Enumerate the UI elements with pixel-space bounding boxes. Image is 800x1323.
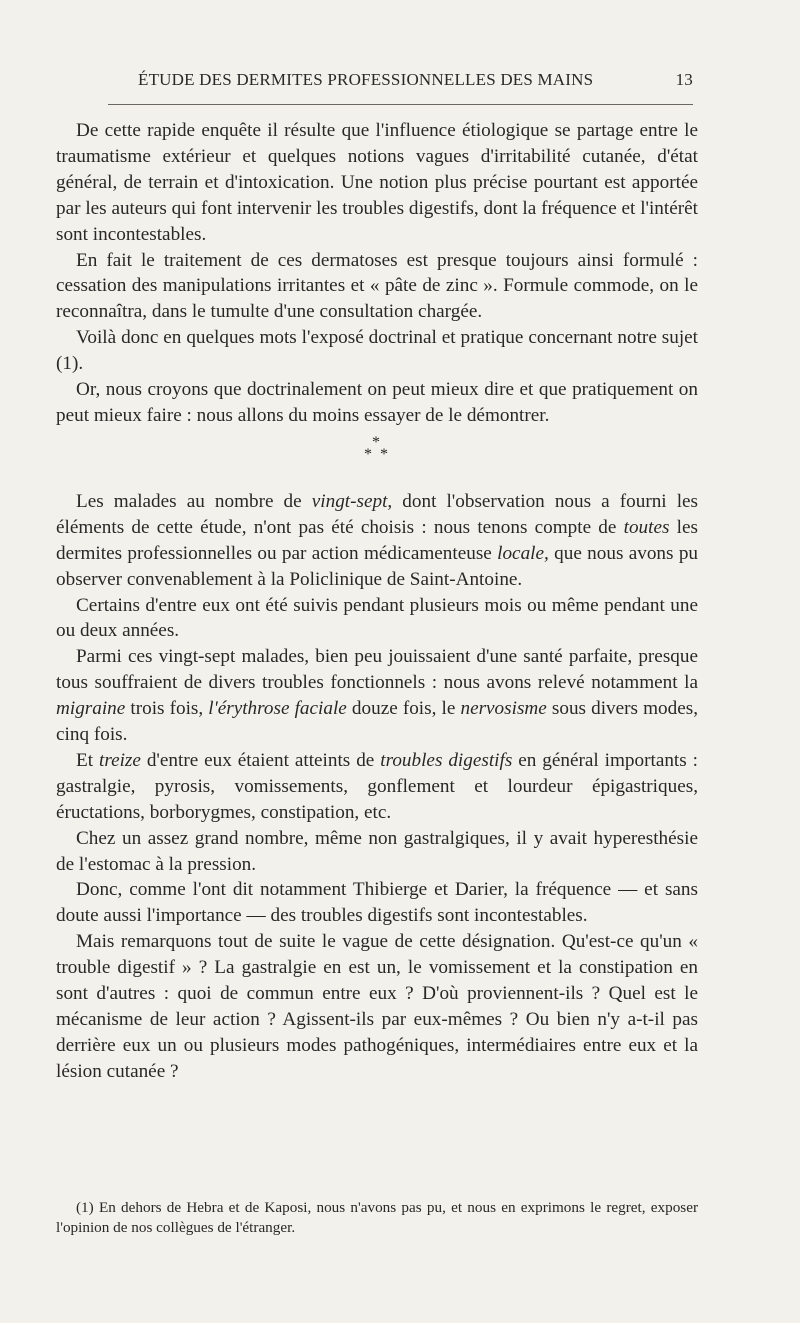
text-run: Voilà donc en quelques mots l'exposé doctrinal et pratique concernant notre sujet (1).: [56, 327, 698, 375]
paragraph: [56, 377, 698, 429]
italic-text: treize: [98, 749, 141, 771]
italic-text: migraine: [56, 698, 126, 720]
text-run: d'entre eux étaient atteints de: [140, 749, 381, 771]
text-run: , dont l'observation nous a fourni les éléments de cette étude, n'ont pas été choisis : nous tenons compte de: [56, 490, 699, 538]
paragraph: [56, 325, 698, 377]
text-run: trois fois,: [125, 698, 209, 720]
italic-text: vingt-sept: [311, 490, 388, 512]
footnote-text: (1) En dehors de Hebra et de Kaposi, nous n'avons pas pu, et nous en exprimons le regret, exposer l'opinion de nos collègues de l'étranger.: [56, 1199, 698, 1236]
main-text: [56, 118, 698, 1085]
text-run: Certains d'entre eux ont été suivis pendant plusieurs mois ou même pendant une ou deux années.: [56, 594, 698, 642]
text-run: En fait le traitement de ces dermatoses est presque toujours ainsi formulé : cessation des manipulations irritantes et « pâte de zinc ». Formule commode, on le reconnaîtra, dans le tumulte d'une consultation chargée.: [56, 249, 698, 323]
text-run: en général importants : gastralgie, pyrosis, vomissements, gonflement et lourdeur épigastriques, éructations, borborygmes, constipation, etc.: [56, 749, 698, 823]
separator-top-star: *: [372, 433, 382, 451]
paragraph: [56, 748, 698, 826]
text-run: De cette rapide enquête il résulte que l'influence étiologique se partage entre le traumatisme extérieur et quelques notions vagues d'irritabilité cutanée, d'état général, de terrain et d'intoxication. Une notion plus précise pourtant est apportée par les auteurs qui font intervenir les troubles digestifs, dont la fréquence et l'intérêt sont incontestables.: [56, 120, 698, 245]
text-run: Et: [76, 749, 99, 771]
paragraph: [56, 593, 698, 645]
section-two: [56, 489, 698, 1085]
paragraph: [56, 118, 698, 248]
text-run: Mais remarquons tout de suite le vague de cette désignation. Qu'est-ce qu'un « trouble digestif » ? La gastralgie en est un, le vomissement et la constipation en sont d'autres : quoi de commun entre eux ? D'où proviennent-ils ? Quel est le mécanisme de leur action ? Agissent-ils par eux-mêmes ? Ou bien n'y a-t-il pas derrière eux un ou plusieurs modes pathogéniques, intermédiaires entre eux et la lésion cutanée ?: [56, 931, 698, 1082]
italic-text: troubles digestifs: [380, 749, 513, 771]
text-run: sous divers modes, cinq fois.: [56, 698, 699, 746]
text-run: douze fois, le: [346, 698, 461, 720]
paragraph: [56, 826, 698, 878]
text-run: Chez un assez grand nombre, même non gastralgiques, il y avait hyperesthésie de l'estomac à la pression.: [56, 827, 698, 875]
section-one: [56, 118, 698, 429]
header-rule: [108, 104, 693, 105]
paragraph: [56, 489, 698, 593]
running-title: ÉTUDE DES DERMITES PROFESSIONNELLES DES MAINS: [138, 70, 594, 89]
text-run: les dermites professionnelles ou par action médicamenteuse: [56, 516, 698, 564]
running-header: [108, 70, 693, 98]
paragraph: [56, 644, 698, 748]
separator-bottom-stars: * *: [364, 445, 390, 463]
text-run: que nous avons pu observer convenablement à la Policlinique de Saint-Antoine.: [56, 542, 699, 590]
text-run: Les malades au nombre de: [76, 490, 312, 512]
footnote: [56, 1198, 698, 1238]
italic-text: nervosisme: [460, 698, 547, 720]
paragraph: [56, 877, 698, 929]
text-run: Or, nous croyons que doctrinalement on peut mieux dire et que pratiquement on peut mieux faire : nous allons du moins essayer de le démontrer.: [56, 379, 698, 426]
paragraph: [56, 929, 698, 1084]
italic-text: locale,: [497, 542, 549, 564]
italic-text: l'érythrose faciale: [208, 698, 347, 720]
section-separator: [56, 433, 698, 463]
paragraph: [56, 248, 698, 326]
text-run: Donc, comme l'ont dit notamment Thibierge et Darier, la fréquence — et sans doute aussi l'importance — des troubles digestifs sont incontestables.: [56, 879, 698, 927]
page-number: 13: [675, 70, 693, 89]
italic-text: toutes: [623, 516, 670, 538]
text-run: Parmi ces vingt-sept malades, bien peu jouissaient d'une santé parfaite, presque tous souffraient de divers troubles fonctionnels : nous avons relevé notamment la: [56, 646, 698, 694]
